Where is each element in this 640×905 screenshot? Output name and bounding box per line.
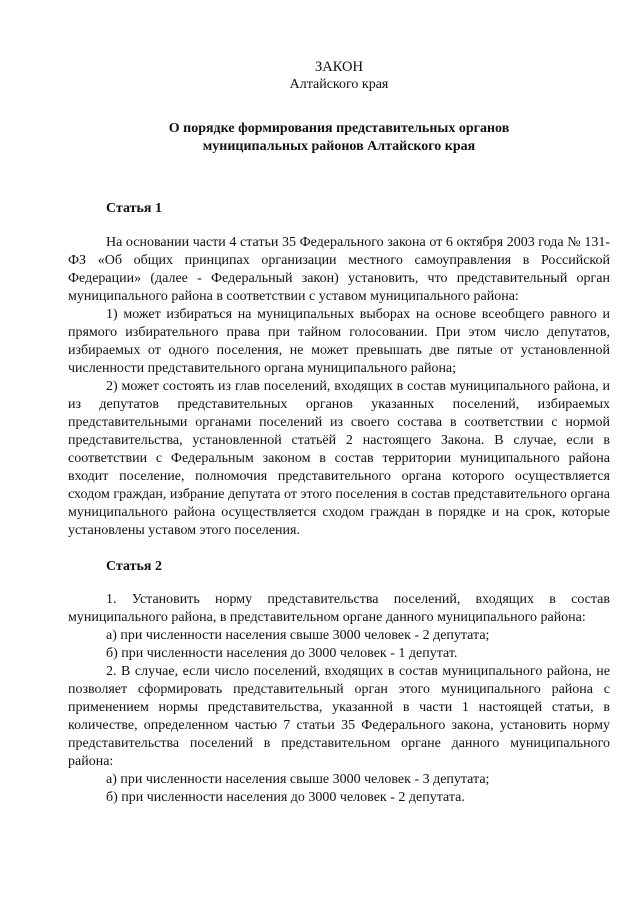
law-label: ЗАКОН [315, 59, 363, 75]
article-2 [68, 558, 610, 807]
article-2-part-2-item-a: а) при численности населения свыше 3000 человек - 3 депутата; [106, 772, 490, 787]
article-2-part-2-item-b: б) при численности населения до 3000 человек - 2 депутата. [106, 790, 465, 805]
article-2-part-1-item-a: а) при численности населения свыше 3000 человек - 2 депутата; [106, 628, 490, 643]
article-1-item-2: 2) может состоять из глав поселений, входящих в состав муниципального района, и из депутатов представительных органов указанных поселений, избираемых представительными органами поселений из своего состава в соответствии с нормой представительства, установленной статьёй 2 настоящего Закона. В случае, если в соответствии с Федеральным законом в состав территории муниципального района входит поселение, полномочия представительного органа которого осуществляется сходом граждан, избрание депутата от этого поселения в состав представительного органа муниципального района осуществляется сходом граждан в порядке и на срок, которые установлены уставом этого поселения. [68, 379, 610, 538]
region-label: Алтайского края [289, 77, 389, 92]
article-2-heading: Статья 2 [106, 559, 162, 574]
article-1 [68, 200, 610, 540]
document-header [68, 58, 610, 156]
article-2-part-2: 2. В случае, если число поселений, входящих в состав муниципального района, не позволяет сформировать представительный орган этого муниципального района с применением нормы представительства, указанной в части 1 настоящей статьи, в количестве, определенном частью 7 статьи 35 Федерального закона, установить норму представительства поселений в представительном органе данного муниципального района: [68, 664, 610, 769]
article-2-part-1-item-b: б) при численности населения до 3000 человек - 1 депутат. [106, 646, 458, 661]
document-title-line-1: О порядке формирования представительных органов [168, 121, 510, 136]
document-title-line-2: муниципальных районов Алтайского края [202, 139, 476, 154]
article-1-paragraph: На основании части 4 статьи 35 Федерального закона от 6 октября 2003 года № 131-ФЗ «Об общих принципах организации местного самоуправления в Российской Федерации» (далее - Федеральный закон) установить, что представительный орган муниципального района в соответствии с уставом муниципального района: [68, 235, 610, 304]
article-2-part-1: 1. Установить норму представительства поселений, входящих в состав муниципального района, в представительном органе данного муниципального района: [68, 592, 610, 625]
article-1-heading: Статья 1 [106, 201, 162, 216]
article-1-item-1: 1) может избираться на муниципальных выборах на основе всеобщего равного и прямого избирательного права при тайном голосовании. При этом число депутатов, избираемых от одного поселения, не может превышать две пятые от установленной численности представительного органа муниципального района; [68, 307, 610, 376]
